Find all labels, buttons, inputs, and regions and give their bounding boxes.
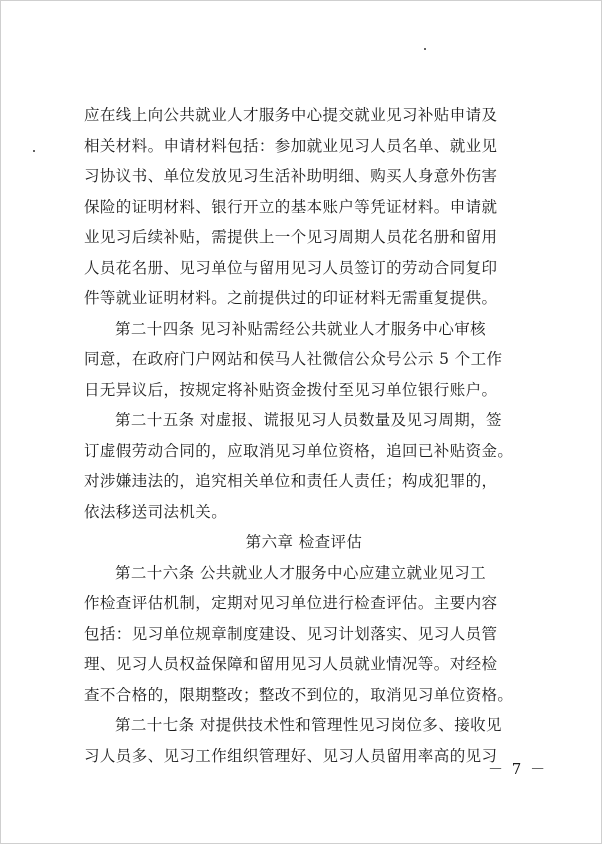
text-line: 日无异议后，按规定将补贴资金拨付至见习单位银行账户。 (84, 380, 498, 399)
scan-speck (424, 48, 426, 50)
text-line: 同意，在政府门户网站和侯马人社微信公众号公示 5 个工作 (84, 350, 503, 368)
text-line: 查不合格的，限期整改；整改不到位的，取消见习单位资格。 (84, 685, 514, 704)
document-body (84, 100, 524, 771)
chapter-heading: 第六章 检查评估 (245, 533, 363, 551)
article-25-line: 第二十五条 对虚报、谎报见习人员数量及见习周期，签 (115, 411, 502, 429)
text-line: 习人员多、见习工作组织管理好、见习人员留用率高的见习 (84, 746, 498, 765)
text-line: 相关材料。申请材料包括：参加就业见习人员名单、就业见 (84, 136, 498, 155)
article-26-line: 第二十六条 公共就业人才服务中心应建立就业见习工 (115, 563, 487, 582)
text-line: 包括：见习单位规章制度建设、见习计划落实、见习人员管 (84, 624, 498, 643)
text-line: 件等就业证明材料。之前提供过的印证材料无需重复提供。 (84, 289, 498, 307)
text-line: 人员花名册、见习单位与留用见习人员签订的劳动合同复印 (84, 258, 498, 277)
text-line: 业见习后续补贴，需提供上一个见习周期人员花名册和留用 (84, 228, 498, 246)
page-number: － 7 － (488, 760, 548, 778)
text-line: 理、见习人员权益保障和留用见习人员就业情况等。对经检 (84, 655, 498, 673)
text-line: 作检查评估机制，定期对见习单位进行检查评估。主要内容 (84, 594, 498, 612)
article-24-line: 第二十四条 见习补贴需经公共就业人才服务中心审核 (115, 319, 487, 338)
text-line: 习协议书、单位发放见习生活补助明细、购买人身意外伤害 (84, 167, 498, 185)
text-line: 依法移送司法机关。 (84, 502, 228, 521)
text-line: 保险的证明材料、银行开立的基本账户等凭证材料。申请就 (84, 197, 498, 216)
scan-speck (33, 150, 35, 152)
article-27-line: 第二十七条 对提供技术性和管理性见习岗位多、接收见 (115, 716, 502, 734)
text-line: 应在线上向公共就业人才服务中心提交就业见习补贴申请及 (84, 106, 498, 124)
text-line: 对涉嫌违法的，追究相关单位和责任人责任；构成犯罪的， (84, 472, 498, 490)
text-line: 订虚假劳动合同的，应取消见习单位资格，追回已补贴资金。 (84, 441, 514, 460)
